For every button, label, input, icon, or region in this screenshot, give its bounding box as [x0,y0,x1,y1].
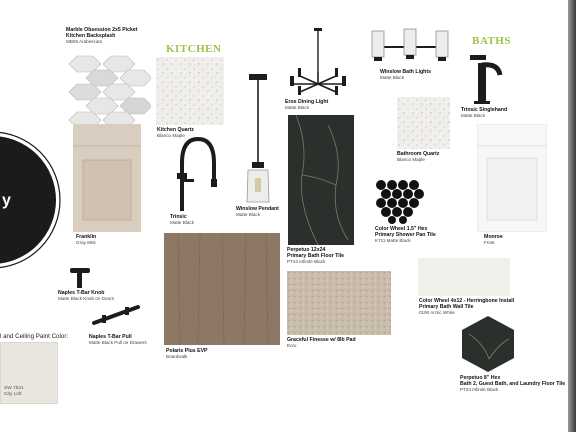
evp-swatch [164,233,280,345]
kitchen-quartz-label: Kitchen Quartz Blanco Maple [157,127,194,139]
kitchen-quartz-swatch [156,57,224,125]
tbar-knob-icon [68,266,92,290]
backsplash-swatch [67,52,151,124]
trinsic-label: Trinsic Matte Black [170,214,194,226]
eros-dining-light-icon [286,28,350,98]
monroe-cabinet-swatch [477,124,547,232]
hex8-label: Perpetuo 8" Hex Bath 2, Guest Bath, and Laundry Floor Tile PT24 Infinite Black [460,375,566,393]
winslow-pendant-label: Winslow Pendant Matte Black [236,206,279,218]
winslow-bath-label: Winslow Bath Lights Matte Black [380,69,431,81]
trinsic-singlehand-label: Trinsic Singlehand Matte Black [461,107,508,119]
herringbone-swatch [418,258,510,296]
herringbone-label: Color Wheel 4x12 - Herringbone Install Primary Bath Wall Tile 0190 Arctic White [419,298,515,316]
perpetuo-floor-label: Perpetuo 12x24 Primary Bath Floor Tile PT24 Infinite Black [287,247,344,265]
franklin-label: Franklin Gray Mist [76,234,97,246]
tbar-pull-icon [90,303,142,327]
kitchen-heading: KITCHEN [166,43,222,55]
winslow-pendant-icon [241,74,275,204]
trinsic-faucet-icon [168,133,226,213]
hex-tile-label: Color Wheel 1.5" Hex Primary Shower Pan Tile K711 Matte Black [375,226,436,244]
hex8-swatch [459,314,517,374]
backsplash-label: Marble Obsession 2x5 Picket Kitchen Backsplash MB05 Arabescato [66,27,138,45]
paint-name: City Loft [4,392,22,397]
franklin-cabinet-swatch [73,124,141,232]
baths-heading: BATHS [472,35,511,47]
paint-code: SW 7631 [4,386,24,391]
perpetuo-floor-swatch [288,115,354,245]
evp-label: Polaris Plus EVP Boardwalk [166,348,208,360]
eros-label: Eros Dining Light Matte Black [285,99,329,111]
hex-tile-swatch [373,177,425,225]
trinsic-singlehand-icon [464,53,504,105]
monroe-label: Monroe Frost [484,234,503,246]
bath-quartz-swatch [397,97,450,149]
paint-title: l and Ceiling Paint Color: [0,333,69,340]
winslow-bath-lights-icon [370,27,450,67]
circle-text: y [2,192,11,209]
knob-label: Naples T-Bar Knob Matte Black Knob on Doors [58,290,114,302]
pull-label: Naples T-Bar Pull Matte Black Pull on Drawers [89,334,147,346]
bath-quartz-label: Bathroom Quartz Blanco Maple [397,151,440,163]
page-edge [568,0,576,432]
carpet-swatch [287,271,391,335]
carpet-label: Graceful Finesse w/ 8lb Pad Ecru [287,337,356,349]
